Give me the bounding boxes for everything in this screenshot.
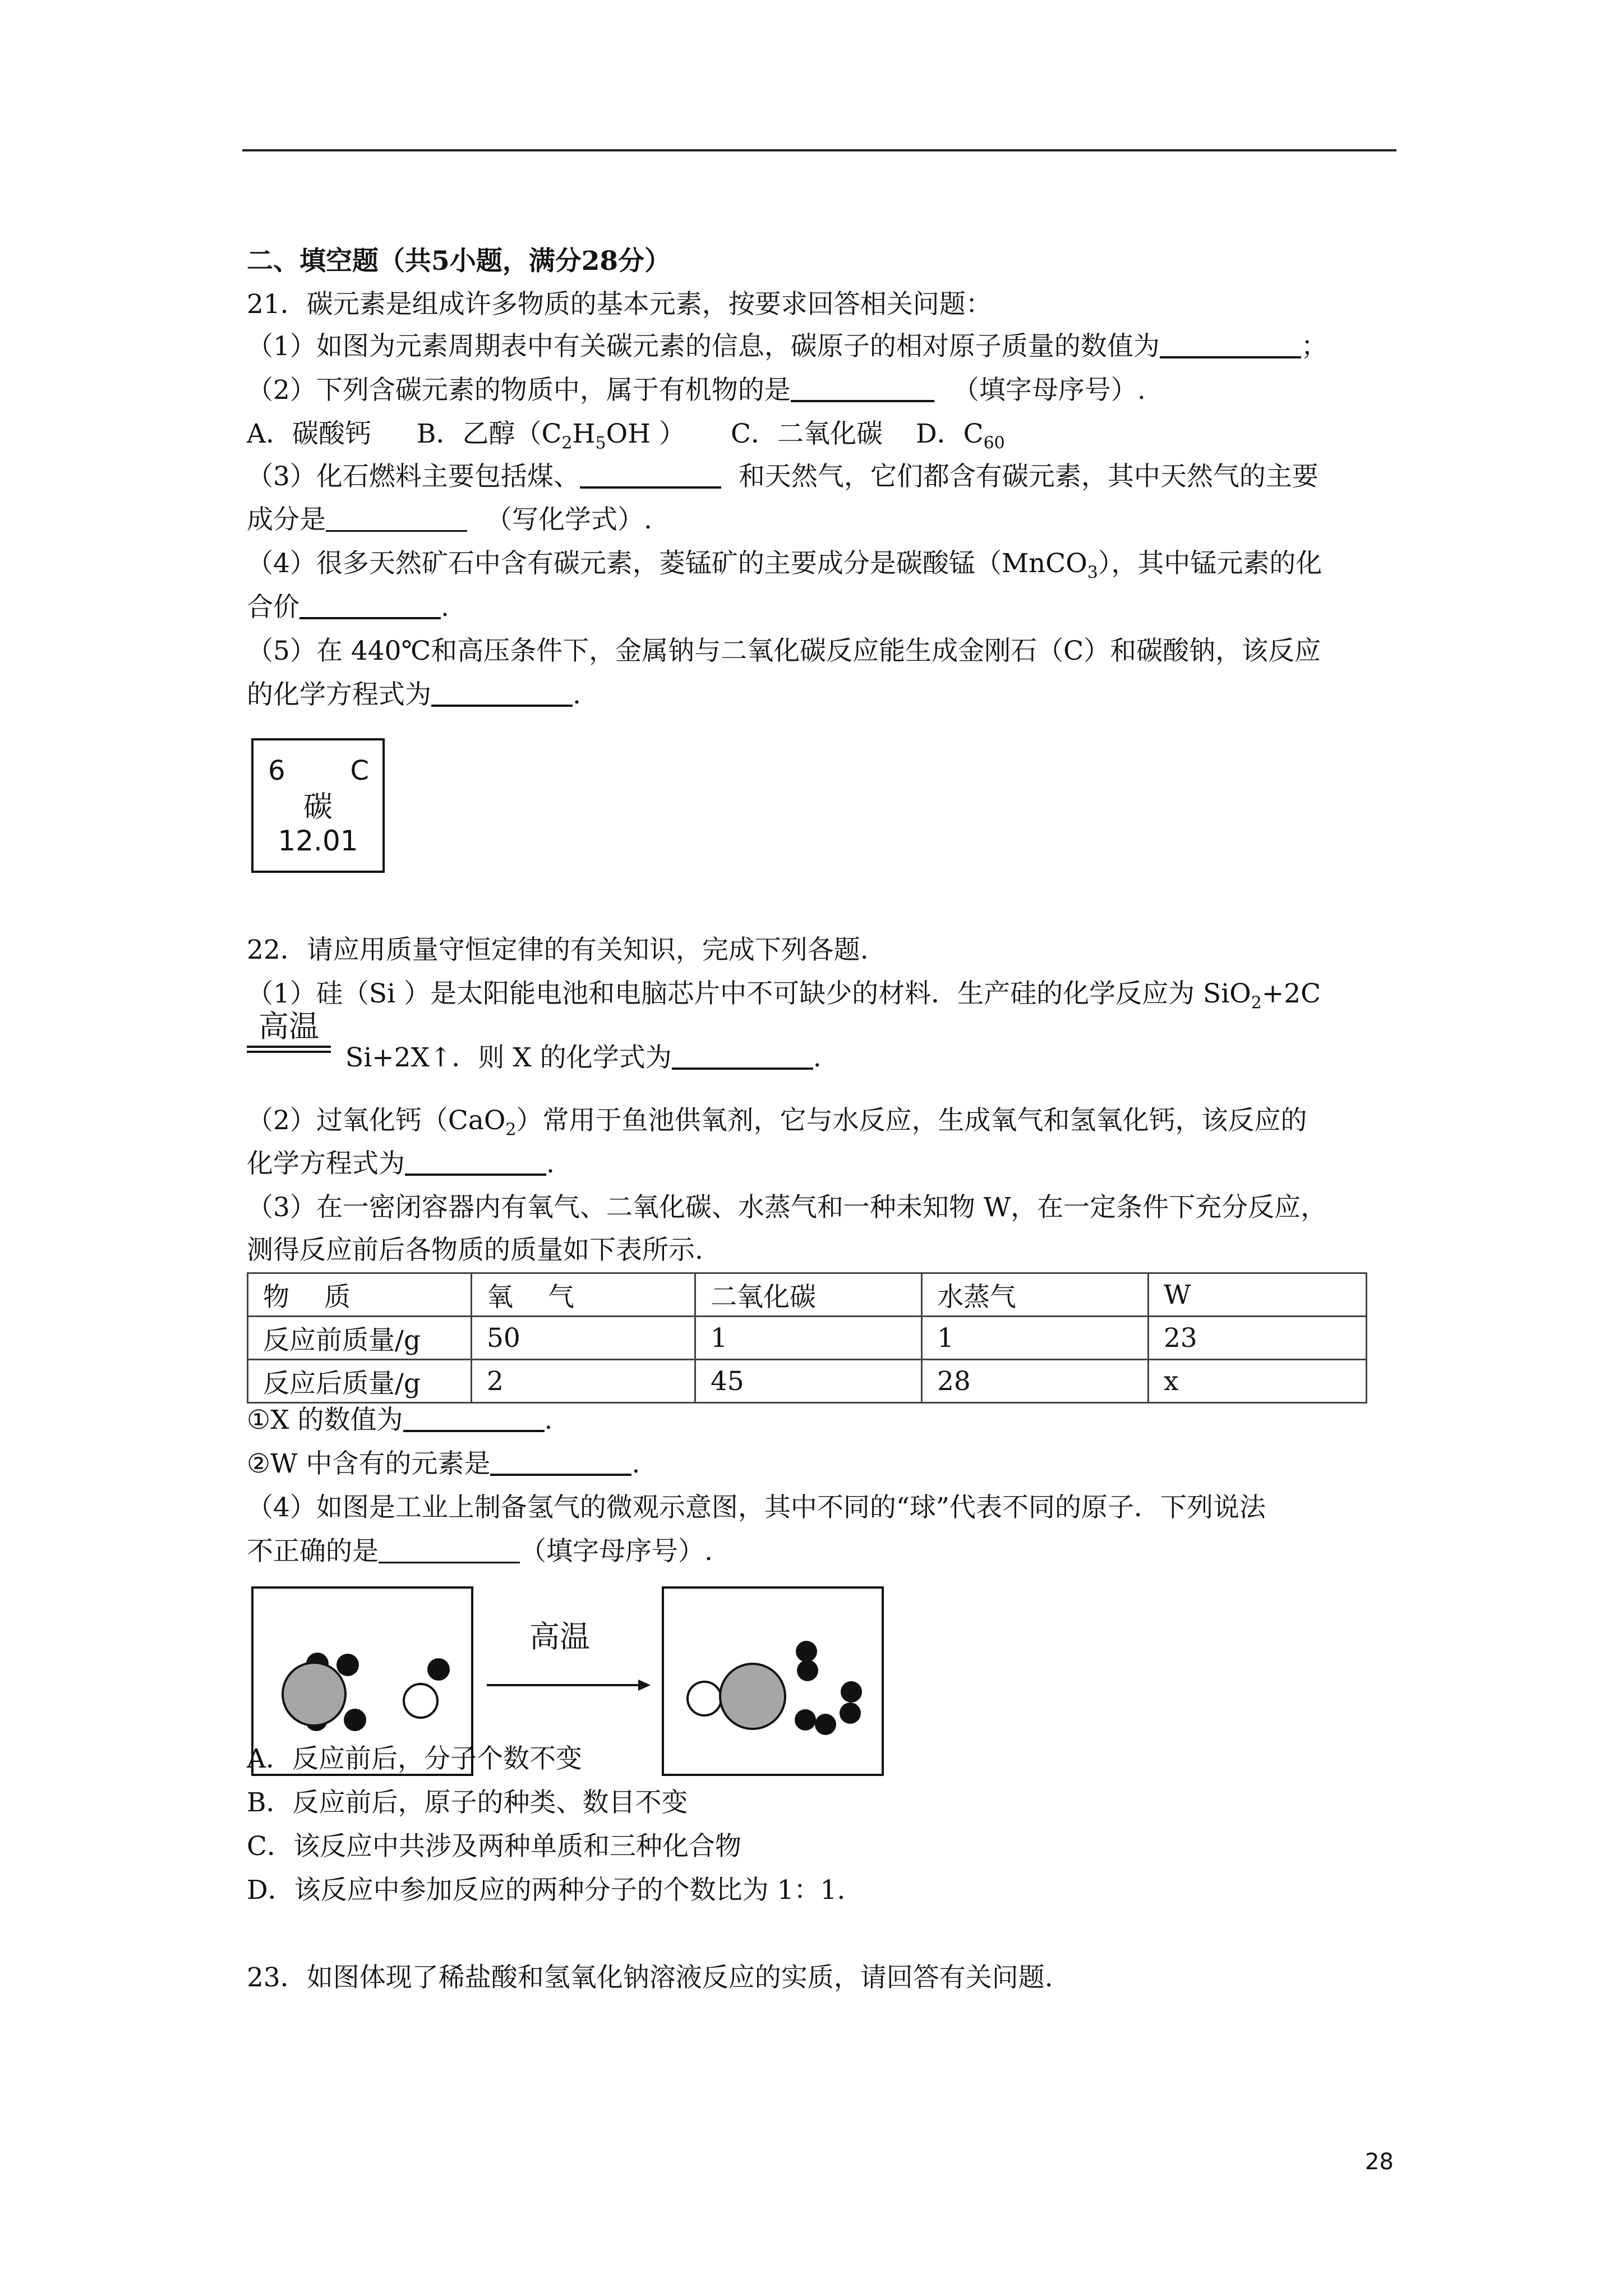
small-black-atom bbox=[797, 1660, 818, 1681]
table-header-cell: 水蒸气 bbox=[922, 1273, 1149, 1317]
q22-option-c: C．该反应中共涉及两种单质和三种化合物 bbox=[247, 1831, 741, 1862]
q21-options bbox=[247, 417, 1005, 451]
q22-stem: 22．请应用质量守恒定律的有关知识，完成下列各题. bbox=[247, 935, 869, 965]
answer-blank[interactable] bbox=[490, 1449, 631, 1476]
section-title: 二、填空题（共5小题，满分28分） bbox=[247, 246, 671, 277]
small-black-atom bbox=[427, 1658, 450, 1681]
page-number: 28 bbox=[1365, 2149, 1394, 2175]
q21-part4-line2: 合价 . bbox=[247, 592, 449, 623]
answer-blank[interactable] bbox=[672, 1043, 813, 1070]
option-d: D．$C_{60}$ bbox=[915, 418, 1005, 453]
table-header-cell: 氧 气 bbox=[472, 1273, 695, 1317]
white-atom bbox=[688, 1682, 721, 1715]
element-name: 碳 bbox=[303, 790, 333, 824]
option-a: A．碳酸钙 bbox=[247, 418, 371, 449]
q22-part1-line2: Si+2X↑．则 X 的化学式为 . bbox=[345, 1042, 822, 1073]
table-cell: 1 bbox=[695, 1317, 922, 1360]
small-black-atom bbox=[344, 1709, 366, 1731]
table-cell: 50 bbox=[472, 1317, 695, 1360]
answer-blank[interactable] bbox=[405, 1149, 546, 1176]
q22-option-a: A．反应前后，分子个数不变 bbox=[247, 1743, 582, 1774]
mass-table bbox=[247, 1272, 1367, 1404]
option-c: C．二氧化碳 bbox=[731, 418, 883, 449]
q21-part5-line2: 的化学方程式为 . bbox=[247, 679, 581, 710]
answer-blank[interactable] bbox=[326, 505, 467, 532]
atomic-mass: 12.01 bbox=[278, 825, 358, 857]
atomic-number: 6 bbox=[268, 755, 285, 786]
q22-part2-line1: （2）过氧化钙（CaO$_2$）常用于鱼池供氧剂，它与水反应，生成氧气和氢氧化钙，该反应的 bbox=[247, 1105, 1307, 1140]
reaction-condition bbox=[247, 1010, 331, 1053]
table-cell: 45 bbox=[695, 1360, 922, 1403]
small-black-atom bbox=[796, 1641, 817, 1662]
q21-part1: （1）如图为元素周期表中有关碳元素的信息，碳原子的相对原子质量的数值为 ； bbox=[247, 331, 1327, 362]
q21-part2: （2）下列含碳元素的物质中，属于有机物的是 （填字母序号）. bbox=[247, 375, 1146, 406]
table-cell: 28 bbox=[922, 1360, 1149, 1403]
answer-blank[interactable] bbox=[299, 592, 441, 619]
answer-blank[interactable] bbox=[403, 1405, 545, 1432]
small-black-atom bbox=[815, 1714, 836, 1735]
table-cell: 反应前质量/g bbox=[248, 1317, 472, 1360]
table-header-cell: 物 质 bbox=[248, 1273, 472, 1317]
arrow-condition-label: 高温 bbox=[529, 1619, 590, 1654]
header-rule bbox=[242, 149, 1396, 151]
small-black-atom bbox=[336, 1654, 359, 1676]
q22-option-d: D．该反应中参加反应的两种分子的个数比为 1：1. bbox=[247, 1875, 846, 1906]
q21-stem: 21．碳元素是组成许多物质的基本元素，按要求回答相关问题： bbox=[247, 289, 992, 320]
q22-part3-line2: 测得反应前后各物质的质量如下表所示. bbox=[247, 1235, 703, 1266]
small-black-atom bbox=[840, 1703, 861, 1724]
answer-blank[interactable] bbox=[1160, 332, 1301, 358]
table-row bbox=[248, 1317, 1367, 1360]
q22-sub2: ②W 中含有的元素是 . bbox=[247, 1448, 640, 1479]
answer-blank[interactable] bbox=[580, 462, 721, 489]
white-atom bbox=[404, 1684, 437, 1718]
q22-part3-line1: （3）在一密闭容器内有氧气、二氧化碳、水蒸气和一种未知物 W，在一定条件下充分反应， bbox=[247, 1192, 1327, 1223]
q22-part2-line2: 化学方程式为 . bbox=[247, 1148, 555, 1179]
answer-blank[interactable] bbox=[791, 375, 934, 402]
element-symbol: C bbox=[350, 755, 369, 786]
table-header-row bbox=[248, 1273, 1367, 1317]
q22-sub1: ①X 的数值为 . bbox=[247, 1405, 553, 1435]
large-gray-atom bbox=[720, 1664, 785, 1729]
arrow-head-icon bbox=[638, 1680, 651, 1691]
condition-label: 高温 bbox=[259, 1009, 319, 1044]
q22-option-b: B．反应前后，原子的种类、数目不变 bbox=[247, 1787, 688, 1818]
large-gray-atom bbox=[283, 1663, 345, 1726]
table-cell: 1 bbox=[922, 1317, 1149, 1360]
table-cell: 2 bbox=[472, 1360, 695, 1403]
q22-part4-line2: 不正确的是 （填字母序号）. bbox=[247, 1536, 713, 1567]
answer-blank[interactable] bbox=[431, 680, 573, 707]
table-header-cell: 二氧化碳 bbox=[695, 1273, 922, 1317]
small-black-atom bbox=[795, 1709, 816, 1731]
q22-part1-line1: （1）硅（Si ）是太阳能电池和电脑芯片中不可缺少的材料．生产硅的化学反应为 SiO$_2$+2C bbox=[247, 978, 1321, 1013]
table-header-cell: W bbox=[1149, 1273, 1367, 1317]
carbon-element-tile bbox=[251, 738, 385, 873]
table-cell: 23 bbox=[1149, 1317, 1367, 1360]
q21-part3-line2: 成分是 （写化学式）. bbox=[247, 504, 652, 535]
q23-stem: 23．如图体现了稀盐酸和氢氧化钠溶液反应的实质，请回答有关问题. bbox=[247, 1962, 1053, 1993]
q21-part4-line1: （4）很多天然矿石中含有碳元素，菱锰矿的主要成分是碳酸锰（MnCO$_3$），其中锰元素的化 bbox=[247, 548, 1322, 583]
table-cell: 反应后质量/g bbox=[248, 1360, 472, 1403]
answer-blank[interactable] bbox=[379, 1537, 520, 1563]
option-b: B．乙醇（$C_2H_5OH$ ） bbox=[416, 418, 686, 453]
table-cell: x bbox=[1149, 1360, 1367, 1403]
table-row bbox=[248, 1360, 1367, 1403]
q21-part3-line1: （3）化石燃料主要包括煤、 和天然气，它们都含有碳元素，其中天然气的主要 bbox=[247, 461, 1318, 492]
small-black-atom bbox=[841, 1681, 862, 1703]
equals-sign bbox=[247, 1046, 331, 1053]
q21-part5-line1: （5）在 440℃和高压条件下，金属钠与二氧化碳反应能生成金刚石（C）和碳酸钠，该反应 bbox=[247, 636, 1321, 666]
q22-part4-line1: （4）如图是工业上制备氢气的微观示意图，其中不同的“球”代表不同的原子．下列说法 bbox=[247, 1492, 1266, 1523]
